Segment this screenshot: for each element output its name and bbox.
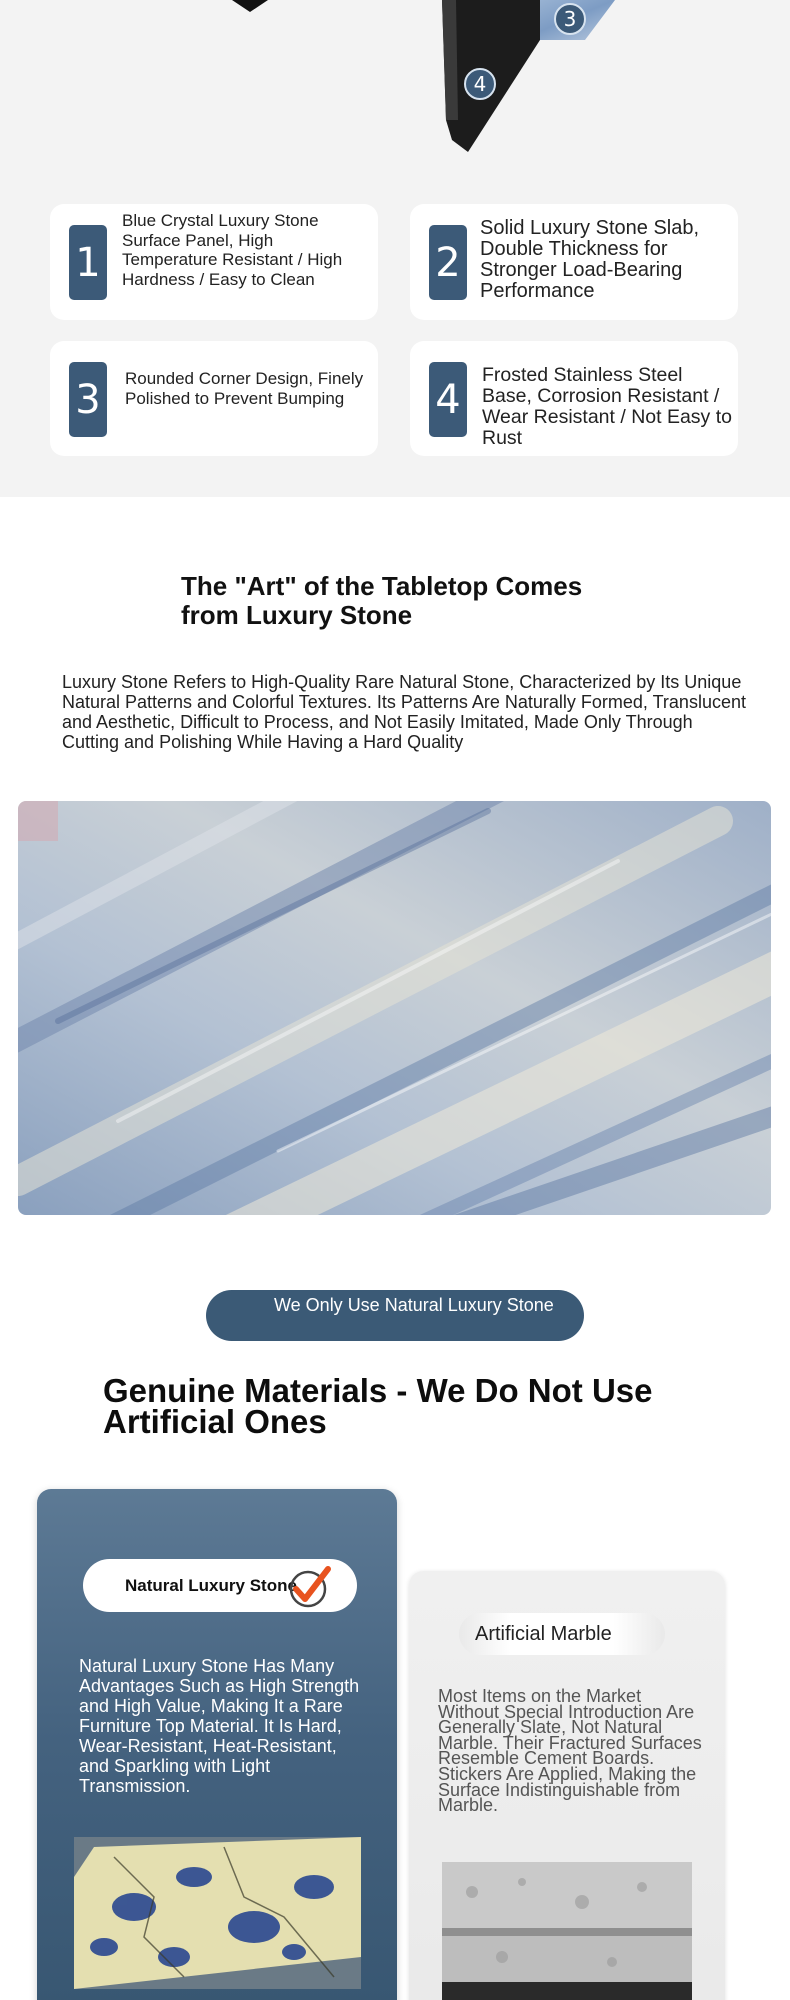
marker-3-label: 3 [563, 7, 577, 31]
feature-card-3 [50, 341, 378, 456]
feature-card-2 [410, 204, 738, 320]
feature-text: Rounded Corner Design, Finely Polished to Prevent Bumping [125, 369, 364, 408]
natural-stone-sample-image [74, 1837, 361, 1989]
feature-text: Blue Crystal Luxury Stone Surface Panel, High Temperature Resistant / High Hardness / Easy to Clean [122, 211, 343, 289]
marker-4 [464, 68, 496, 100]
feature-text: Frosted Stainless Steel Base, Corrosion Resistant / Wear Resistant / Not Easy to Rust [482, 364, 732, 449]
artificial-marble-sample-image [442, 1862, 692, 2000]
marker-3 [554, 3, 586, 35]
features-section [0, 0, 790, 497]
feature-text: Solid Luxury Stone Slab, Double Thickness for Stronger Load-Bearing Performance [480, 217, 700, 302]
feature-number: 4 [429, 362, 467, 437]
natural-stone-pill: We Only Use Natural Luxury Stone [206, 1290, 584, 1341]
luxury-stone-photo [18, 801, 771, 1215]
feature-card-4 [410, 341, 738, 456]
natural-stone-card [37, 1489, 397, 2000]
art-section-title: The "Art" of the Tabletop Comes from Luxury Stone [181, 571, 583, 630]
checkmark-icon [286, 1563, 332, 1609]
marker-4-label: 4 [473, 72, 487, 96]
natural-stone-label: Natural Luxury Stone [83, 1559, 357, 1612]
feature-number: 1 [69, 225, 107, 300]
feature-number: 3 [69, 362, 107, 437]
table-product-image [0, 0, 790, 160]
natural-stone-description: Natural Luxury Stone Has Many Advantages Such as High Strength and High Value, Making It a Rare Furniture Top Material. It Is Hard, Wear-Resistant, Heat-Resistant, and Sparkling with Light Transmission. [79, 1656, 360, 1796]
feature-number: 2 [429, 225, 467, 300]
artificial-marble-card [409, 1571, 725, 2000]
genuine-materials-title: Genuine Materials - We Do Not Use Artificial Ones [103, 1372, 653, 1440]
art-section-description: Luxury Stone Refers to High-Quality Rare Natural Stone, Characterized by Its Unique Natural Patterns and Colorful Textures. Its Patterns Are Naturally Formed, Translucent and Aesthetic, Difficult to Process, and Not Easily Imitated, Made Only Through Cutting and Polishing While Having a Hard Quality [62, 672, 746, 752]
artificial-marble-label: Artificial Marble [459, 1613, 665, 1655]
artificial-marble-description: Most Items on the Market Without Special Introduction Are Generally Slate, Not Natural Marble. Their Fractured Surfaces Resemble Cement Boards. Stickers Are Applied, Making the Surface Indistinguishable from Marble. [438, 1686, 702, 1816]
feature-card-1 [50, 204, 378, 320]
